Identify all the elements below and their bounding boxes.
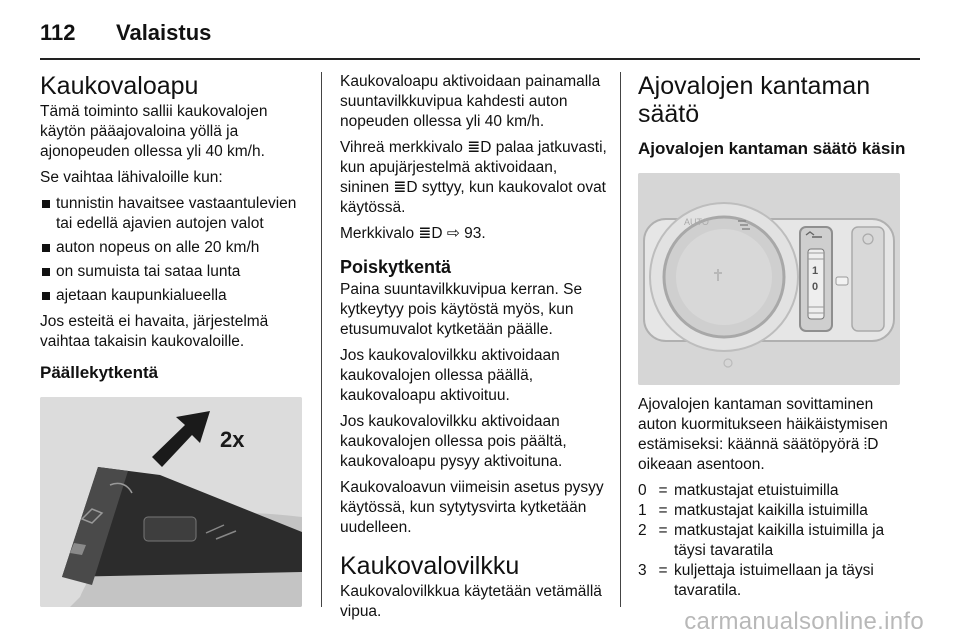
load-levels-table <box>638 481 910 601</box>
header-divider <box>40 58 920 60</box>
paragraph: Jos kaukovalovilkku aktivoidaan kaukovalojen ollessa pois päältä, kaukovaloapu pysyy aktivoituna. <box>340 413 567 470</box>
subheading-manual-range: Ajovalojen kantaman säätö käsin <box>638 139 906 158</box>
level-eq: = <box>658 502 668 519</box>
level-text: matkustajat kaikilla istuimilla ja täysi tavaratila <box>674 522 885 559</box>
light-switch-illustration <box>638 173 900 385</box>
stalk-drawing <box>40 397 302 607</box>
column-1 <box>40 72 308 617</box>
subheading-activation: Päällekytkentä <box>40 363 159 382</box>
level-text: matkustajat etuistuimilla <box>674 482 839 499</box>
level-key: 2 <box>638 522 647 539</box>
paragraph: Kaukovaloavun viimeisin asetus pysyy käytössä, kun sytytysvirta kytketään uudelleen. <box>340 479 604 536</box>
list-item: ajetaan kaupunkialueella <box>40 286 308 306</box>
page-number: 112 <box>40 20 76 45</box>
paragraph: Ajovalojen kantaman sovittaminen auton kuormitukseen häikäistymisen estämiseksi: käännä säätöpyörä ⦙D oikeaan asentoon. <box>638 396 888 473</box>
press-twice-label: 2x <box>220 427 245 452</box>
auto-label: AUTO <box>684 217 709 227</box>
level-eq: = <box>658 522 668 539</box>
list-item: auton nopeus on alle 20 km/h <box>40 238 308 258</box>
level-key: 3 <box>638 562 647 579</box>
table-row <box>638 481 910 501</box>
section-title-high-beam-assist: Kaukovaloapu <box>40 72 199 100</box>
table-row <box>638 561 910 601</box>
light-switch-drawing <box>638 173 900 385</box>
paragraph: Se vaihtaa lähivaloille kun: <box>40 169 223 186</box>
wheel-digit-0: 0 <box>812 281 819 293</box>
section-title-headlight-range: Ajovalojen kantaman säätö <box>638 72 871 128</box>
paragraph: Tämä toiminto sallii kaukovalojen käytön pääajovaloina yöllä ja ajonopeuden ollessa yli 40 km/h. <box>40 103 268 160</box>
paragraph: Kaukovaloapu aktivoidaan painamalla suuntavilkkuvipua kahdesti auton nopeuden ollessa yli 40 km/h. <box>340 73 601 130</box>
chapter-title: Valaistus <box>116 20 212 45</box>
section-title-headlight-flash: Kaukovalovilkku <box>340 552 520 580</box>
list-item: on sumuista tai sataa lunta <box>40 262 308 282</box>
level-text: kuljettaja istuimellaan ja täysi tavaratila. <box>674 562 874 599</box>
paragraph: Vihreä merkkivalo ≣D palaa jatkuvasti, kun apujärjestelmä aktivoidaan, sininen ≣D syttyy, kun kaukovalot ovat käytössä. <box>340 139 607 216</box>
column-2 <box>340 72 608 628</box>
column-divider-1 <box>321 72 322 607</box>
level-text: matkustajat kaikilla istuimilla <box>674 502 868 519</box>
level-eq: = <box>658 482 668 499</box>
column-divider-2 <box>620 72 621 607</box>
subheading-deactivation: Poiskytkentä <box>340 257 452 277</box>
column-3 <box>638 72 910 601</box>
watermark: carmanualsonline.info <box>684 608 924 635</box>
stalk-illustration <box>40 397 302 607</box>
paragraph: Merkkivalo ≣D ⇨ 93. <box>340 225 486 242</box>
level-key: 1 <box>638 502 647 519</box>
wheel-digit-1: 1 <box>812 265 819 277</box>
paragraph: Kaukovalovilkkua käytetään vetämällä vipua. <box>340 583 602 620</box>
level-eq: = <box>658 562 668 579</box>
level-key: 0 <box>638 482 647 499</box>
paragraph: Jos esteitä ei havaita, järjestelmä vaihtaa takaisin kaukovaloille. <box>40 313 269 350</box>
paragraph: Paina suuntavilkkuvipua kerran. Se kytkeytyy pois käytöstä myös, kun etusumuvalot kytketään päälle. <box>340 281 583 338</box>
table-row <box>638 501 910 521</box>
list-item: tunnistin havaitsee vastaantulevien tai edellä ajavien autojen valot <box>40 194 308 234</box>
paragraph: Jos kaukovalovilkku aktivoidaan kaukovalojen ollessa päällä, kaukovaloapu aktivoituu. <box>340 347 560 404</box>
bullet-list <box>40 194 308 306</box>
table-row <box>638 521 910 561</box>
page-header <box>40 20 211 50</box>
